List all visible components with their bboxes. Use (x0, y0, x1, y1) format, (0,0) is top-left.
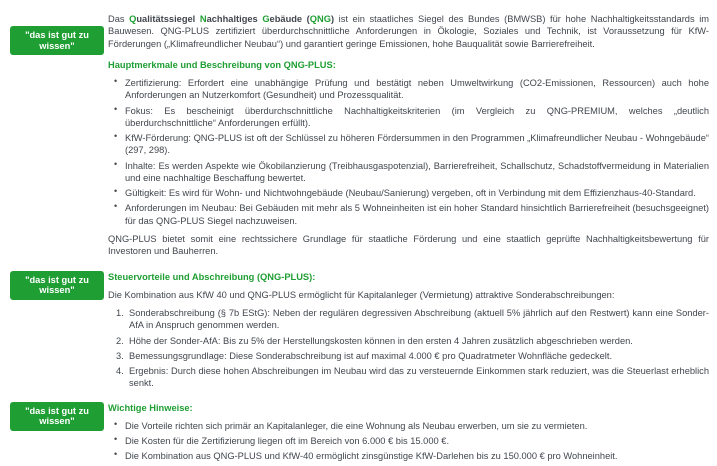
section-hinweise (0, 402, 709, 466)
intro-paragraph: Die Kombination aus KfW 40 und QNG-PLUS ermöglicht für Kapitalanleger (Vermietung) attraktive Sonderabschreibungen: (108, 289, 615, 300)
badge-column (0, 271, 108, 300)
closing-paragraph: QNG-PLUS bietet somit eine rechtssichere Grundlage für staatliche Förderung und eine staatlich geprüfte Nachhaltigkeitsbewertung für Investoren und Bauherren. (108, 233, 709, 257)
list-item: Sonderabschreibung (§ 7b EStG): Neben der regulären degressiven Abschreibung (aktuell 5% jährlich auf den Restwert) kann eine Sonder-AfA in Anspruch genommen werden. (129, 308, 709, 331)
list-item: • Fokus: Es bescheinigt überdurchschnittliche Nachhaltigkeitskriterien (im Vergleich zu QNG-PREMIUM, welches „deutlich überdurchschnittliche“ Anforderungen erfüllt). (114, 105, 709, 130)
list-item: • Die Kombination aus QNG-PLUS und KfW-40 ermöglicht zinsgünstige KfW-Darlehen bis zu 150.000 € pro Wohneinheit. (114, 450, 709, 462)
section-content (108, 271, 709, 393)
list-item: • Zertifizierung: Erfordert eine unabhängige Prüfung und bestätigt neben Umweltwirkung (CO2-Emissionen, Ressourcen) auch hohe Anforderungen an Nutzerkomfort (Gesundheit) und Prozessqualität. (114, 77, 709, 102)
badge-column (0, 13, 108, 55)
section-qng-merkmale (0, 13, 709, 258)
section-heading: Hauptmerkmale und Beschreibung von QNG-PLUS: (108, 59, 336, 70)
section-content (108, 13, 709, 258)
list-item: Bemessungsgrundlage: Diese Sonderabschreibung ist auf maximal 4.000 € pro Quadratmeter Wohnfläche gedeckelt. (129, 350, 613, 361)
list-item: Ergebnis: Durch diese hohen Abschreibungen im Neubau wird das zu versteuernde Einkommen stark reduziert, was die Steuerlast erheblich senkt. (129, 366, 709, 389)
feature-list (108, 77, 709, 227)
section-heading: Wichtige Hinweise: (108, 402, 193, 413)
section-heading: Steuervorteile und Abschreibung (QNG-PLUS): (108, 271, 316, 282)
intro-paragraph: Das Qualitätssiegel Nachhaltiges Gebäude (QNG) ist ein staatliches Siegel des Bundes (BMWSB) für hohe Nachhaltigkeitsstandards im Bauwesen. QNG-PLUS zertifiziert überdurchschnittliche Anforderungen in Ökologie, Soziales und Technik, ist Voraussetzung für KfW-Förderungen („Klimafreundlicher Neubau“) und garantiert geringe Emissionen, hohe Bauqualität sowie Barrierefreiheit. (108, 14, 709, 49)
section-steuervorteile (0, 271, 709, 393)
list-item: • Inhalte: Es werden Aspekte wie Ökobilanzierung (Treibhausgaspotenzial), Barrierefreiheit, Schallschutz, Schadstoffvermeidung in Materialien und eine nachhaltige Beschaffung bewertet. (114, 160, 709, 185)
list-item: • Die Kosten für die Zertifizierung liegen oft im Bereich von 6.000 € bis 15.000 €. (114, 435, 709, 447)
info-badge: "das ist gut zu wissen" (10, 271, 104, 300)
hint-list (108, 420, 709, 463)
info-badge: "das ist gut zu wissen" (10, 402, 104, 431)
list-item: • Gültigkeit: Es wird für Wohn- und Nichtwohngebäude (Neubau/Sanierung) vergeben, oft in Verbindung mit dem Effizienzhaus-40-Standard. (114, 187, 709, 199)
list-item: • KfW-Förderung: QNG-PLUS ist oft der Schlüssel zu höheren Fördersummen in den Programmen „Klimafreundlicher Neubau - Wohngebäude“ (297, 298). (114, 132, 709, 157)
list-item: • Die Vorteile richten sich primär an Kapitalanleger, die eine Wohnung als Neubau erwerben, um sie zu vermieten. (114, 420, 709, 432)
badge-column (0, 402, 108, 431)
list-item: • Anforderungen im Neubau: Bei Gebäuden mit mehr als 5 Wohneinheiten ist ein hoher Standard hinsichtlich Barrierefreiheit (besuchsgeeignet) für das QNG-PLUS Siegel nachzuweisen. (114, 202, 709, 227)
section-content (108, 402, 709, 466)
numbered-list (108, 307, 709, 390)
info-badge: "das ist gut zu wissen" (10, 26, 104, 55)
list-item: Höhe der Sonder-AfA: Bis zu 5% der Herstellungskosten können in den ersten 4 Jahren zusätzlich abgeschrieben werden. (129, 335, 633, 346)
